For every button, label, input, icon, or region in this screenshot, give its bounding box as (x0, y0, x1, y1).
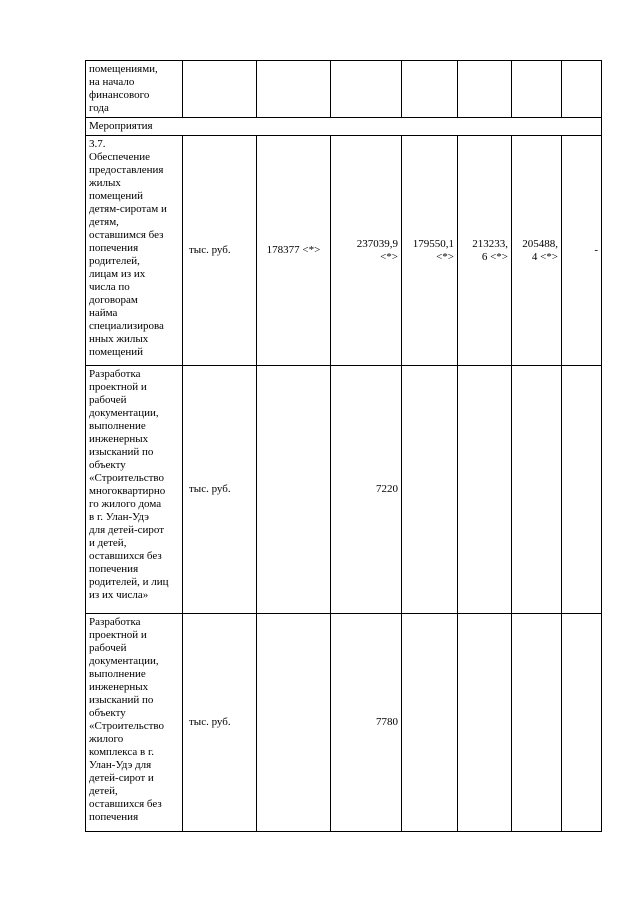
unit-cell: тыс. руб. (183, 136, 257, 366)
unit-cell: тыс. руб. (183, 366, 257, 614)
section-header: Мероприятия (86, 118, 602, 136)
value-cell: 178377 <*> (257, 136, 331, 366)
budget-table (85, 60, 602, 832)
table-row (86, 61, 602, 118)
empty-cell (562, 366, 602, 614)
empty-cell (512, 614, 562, 832)
empty-cell (512, 61, 562, 118)
value-cell: 205488, 4 <*> (512, 136, 562, 366)
empty-cell (257, 61, 331, 118)
empty-cell (183, 61, 257, 118)
row-name-cell: 3.7. Обеспечение предоставления жилых помещений детям-сиротам и детям, оставшимся без попечения родителей, лицам из их числа по договорам найма специализирова нных жилых помещений (86, 136, 183, 366)
value-cell: 179550,1 <*> (402, 136, 458, 366)
empty-cell (402, 61, 458, 118)
unit-cell: тыс. руб. (183, 614, 257, 832)
value-cell: 237039,9 <*> (331, 136, 402, 366)
row-name-cell: Разработка проектной и рабочей документации, выполнение инженерных изысканий по объекту «Строительство жилого комплекса в г. Улан-Удэ для детей-сирот и детей, оставшихся без попечения (86, 614, 183, 832)
empty-cell (331, 61, 402, 118)
row-name-cell: помещениями, на начало финансового года (86, 61, 183, 118)
empty-cell (402, 614, 458, 832)
table-row (86, 366, 602, 614)
empty-cell (562, 614, 602, 832)
empty-cell (257, 366, 331, 614)
empty-cell (458, 61, 512, 118)
empty-cell (562, 61, 602, 118)
empty-cell (458, 614, 512, 832)
value-cell: 7780 (331, 614, 402, 832)
empty-cell (402, 366, 458, 614)
section-header-row (86, 118, 602, 136)
table-row (86, 614, 602, 832)
value-cell: 213233, 6 <*> (458, 136, 512, 366)
value-cell: - (562, 136, 602, 366)
empty-cell (257, 614, 331, 832)
row-name-cell: Разработка проектной и рабочей документации, выполнение инженерных изысканий по объекту «Строительство многоквартирно го жилого дома в г. Улан-Удэ для детей-сирот и детей, оставшихся без попечения родителей, и лиц из их числа» (86, 366, 183, 614)
empty-cell (458, 366, 512, 614)
value-cell: 7220 (331, 366, 402, 614)
table-row (86, 136, 602, 366)
empty-cell (512, 366, 562, 614)
